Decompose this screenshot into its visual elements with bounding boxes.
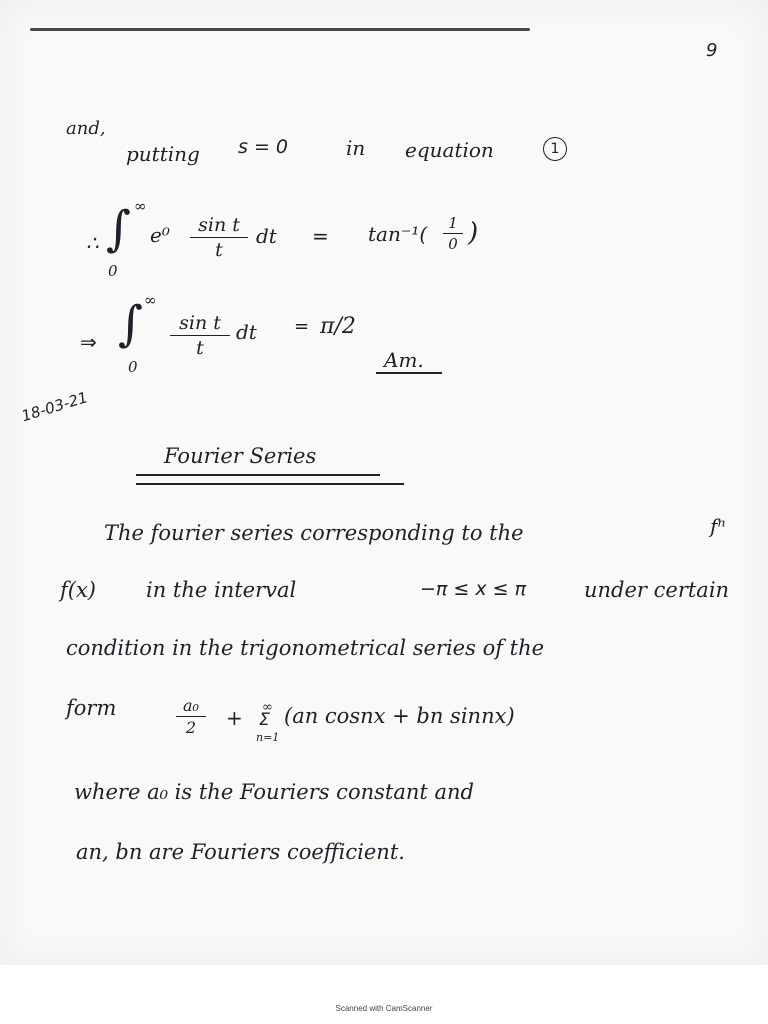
heading-underline-1 xyxy=(136,474,380,476)
sum-upper-limit: ∞ xyxy=(262,700,273,715)
s-equals-zero: s = 0 xyxy=(238,136,288,158)
integral-lower-1: 0 xyxy=(108,262,118,280)
page-number: 9 xyxy=(706,40,718,61)
page-top-rule xyxy=(30,28,530,31)
sum-lower-limit: n=1 xyxy=(256,731,280,744)
integral-sign-1: ∫ xyxy=(106,201,132,257)
scanner-watermark: Scanned with CamScanner xyxy=(335,1004,433,1013)
paragraph-line-6: an, bn are Fouriers coefficient. xyxy=(76,840,405,864)
integral-upper-1: ∞ xyxy=(134,197,147,215)
paragraph-line-2: in the interval xyxy=(146,578,297,602)
answer-underline xyxy=(376,372,442,374)
paragraph-line-5: where a₀ is the Fouriers constant and xyxy=(74,780,474,804)
pi-over-two: π/2 xyxy=(320,314,356,339)
fraction-denominator: t xyxy=(196,337,204,359)
series-body: (an cosnx + bn sinnx) xyxy=(284,704,515,728)
implies-symbol: ⇒ xyxy=(80,330,97,354)
integral-lower-2: 0 xyxy=(128,358,138,376)
fraction-numerator: 1 xyxy=(443,214,463,234)
fraction-one-over-zero xyxy=(443,214,463,253)
under-certain: under certain xyxy=(584,578,730,602)
integral-upper-2: ∞ xyxy=(144,291,157,309)
exponential-term: e⁰ xyxy=(150,223,170,247)
function-abbrev: fⁿ xyxy=(710,514,726,538)
scan-footer-area xyxy=(0,965,768,1024)
date-note: 18-03-21 xyxy=(19,388,90,426)
fraction-sin-t-over-t-1 xyxy=(190,214,248,261)
closing-paren: ) xyxy=(468,218,479,248)
equation-word: equation xyxy=(405,138,494,162)
answer-mark: Am. xyxy=(384,348,424,372)
arctan-term: tan⁻¹( xyxy=(368,222,428,246)
fraction-denominator: t xyxy=(215,239,223,261)
equals-sign-1: = xyxy=(312,224,329,248)
equation-number: 1 xyxy=(543,137,567,161)
fraction-a0-over-2 xyxy=(176,696,206,737)
summation-sign: Σ xyxy=(259,710,270,730)
in-word: in xyxy=(346,136,366,160)
therefore-symbol: ∴ xyxy=(86,231,99,255)
form-word: form xyxy=(66,696,117,720)
dt-term-1: dt xyxy=(256,224,277,248)
interval-expression: −π ≤ x ≤ π xyxy=(420,578,527,600)
plus-sign: + xyxy=(226,706,243,730)
putting-word: putting xyxy=(126,142,200,166)
fraction-denominator: 2 xyxy=(185,718,197,737)
fraction-numerator: a₀ xyxy=(176,696,206,717)
fraction-sin-t-over-t-2 xyxy=(170,312,230,359)
paragraph-line-1: The fourier series corresponding to the xyxy=(104,521,524,545)
fraction-numerator: sin t xyxy=(190,214,248,238)
section-heading: Fourier Series xyxy=(164,444,317,468)
integral-sign-2: ∫ xyxy=(118,296,144,352)
fraction-denominator: 0 xyxy=(448,235,458,253)
fraction-numerator: sin t xyxy=(170,312,230,336)
and-word: and, xyxy=(66,118,106,139)
heading-underline-2 xyxy=(136,483,404,485)
f-of-x: f(x) xyxy=(60,578,97,602)
paragraph-line-3: condition in the trigonometrical series of the xyxy=(66,636,545,660)
dt-term-2: dt xyxy=(236,320,257,344)
equals-sign-2: = xyxy=(294,316,310,337)
